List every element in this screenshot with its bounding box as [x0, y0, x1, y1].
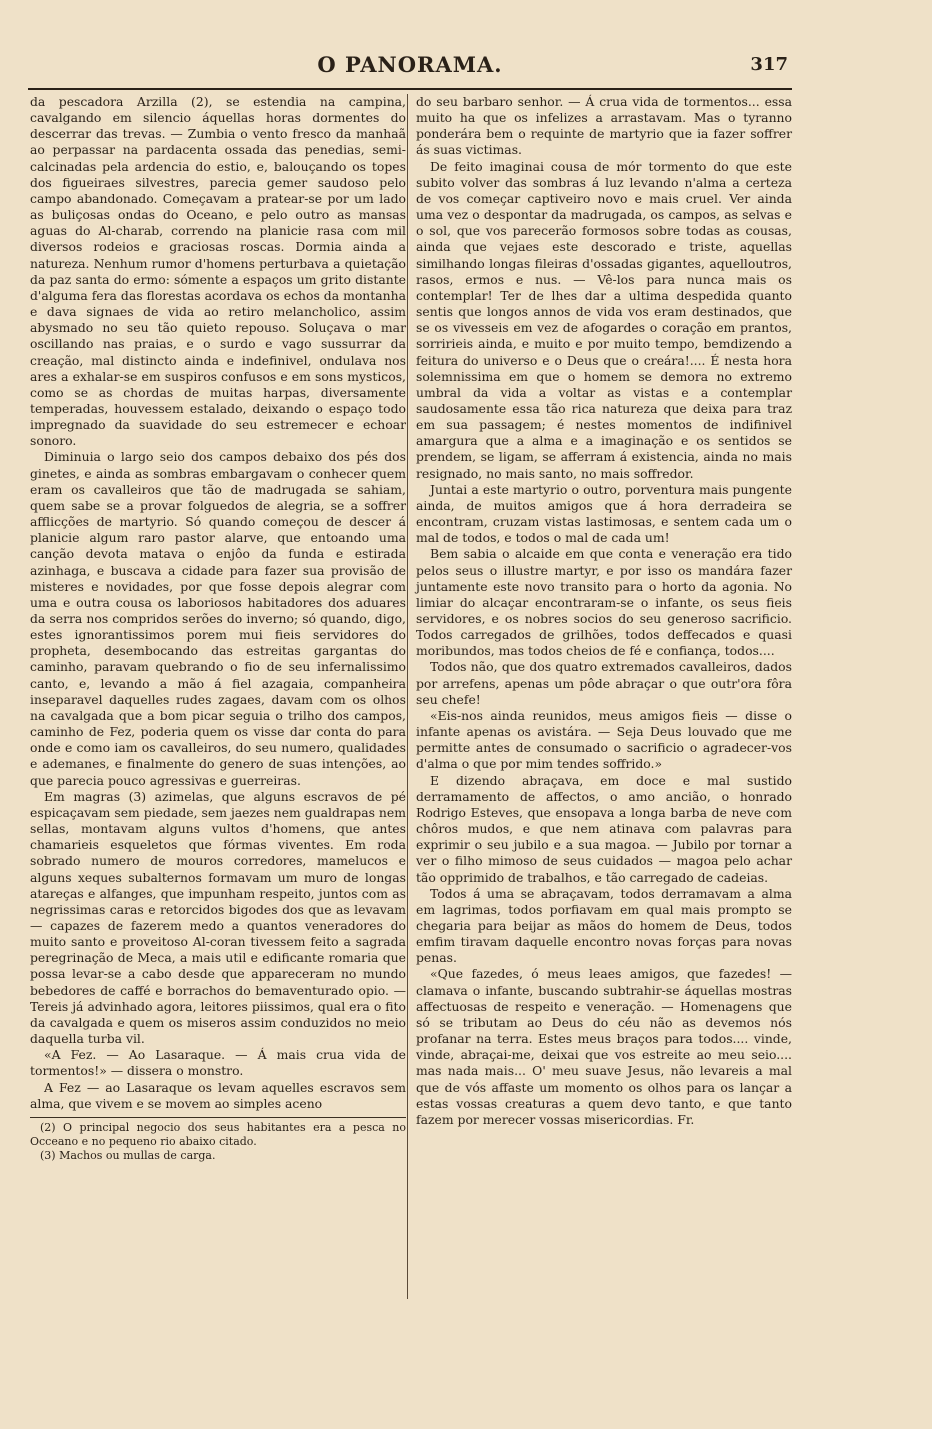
paragraph: da pescadora Arzilla (2), se estendia na campina, cavalgando em silencio áquellas horas dormentes do descerrar das trevas. — Zumbia o vento fresco da manhaã ao perpassar na pardacenta ossada das penedias, semi-calcinadas pela ardencia do estio, e, balouçando os topes dos figueiraes silvestres, parecia gemer saudoso pelo campo abandonado. Começavam a pratear-se por um lado as buliçosas ondas do Oceano, e pelo outro as mansas aguas do Al-charab, correndo na planicie rasa com mil diversos rodeios e graciosas roscas. Dormia ainda a natureza. Nenhum rumor d'homens perturbava a quietação da paz santa do ermo: sómente a espaços um grito distante d'alguma fera das florestas acordava os echos da montanha e dava signaes de vida ao retiro melancholico, assim abysmado no seu tão quieto repouso. Soluçava o mar oscillando nas praias, e o surdo e vago sussurrar da creação, mal distincto ainda e indefinivel, ondulava nos ares a exhalar-se em suspiros confusos e em sons mysticos, como se as chordas de muitas harpas, diversamente temperadas, houvessem estalado, deixando o espaço todo impregnado da suavidade do seu estremecer e echoar sonoro. [30, 94, 406, 449]
paragraph: A Fez — ao Lasaraque os levam aquelles escravos sem alma, que vivem e se movem ao simples aceno [30, 1079, 406, 1111]
page-header [30, 52, 790, 82]
paragraph: «Que fazedes, ó meus leaes amigos, que fazedes! — clamava o infante, buscando subtrahir-se áquellas mostras affectuosas de respeito e veneração. — Homenagens que só se tributam ao Deus do céu não as devemos nós profanar na terra. Estes meus braços para todos.... vinde, vinde, abraçai-me, deixai que vos estreite ao meu seio.... mas nada mais... O' meu suave Jesus, não levareis a mal que de vós affaste um momento os olhos para os lançar a estas vossas creaturas a quem devo tanto, e que tanto fazem por merecer vossas misericordias. Fr. [416, 966, 792, 1127]
page-title: O PANORAMA. [317, 52, 503, 77]
paragraph: Em magras (3) azimelas, que alguns escravos de pé espicaçavam sem piedade, sem jaezes nem gualdrapas nem sellas, montavam alguns vultos d'homens, que antes chamarieis esqueletos que fórmas viventes. Em roda sobrado numero de mouros corredores, mamelucos e alguns xeques subalternos formavam um muro de longas atareças e alfanges, que impunham respeito, juntos com as negrissimas caras e retorcidos bigodes dos que as levavam — capazes de fazerem medo a quantos veneradores do muito santo e proveitoso Al-coran tivessem feito a sagrada peregrinação de Meca, a mais util e edificante romaria que possa levar-se a cabo desde que appareceram no mundo bebedores de caffé e borrachos do bemaventurado opio. — Tereis já advinhado agora, leitores piissimos, qual era o fito da cavalgada e quem os miseros assim conduzidos no meio daquella turba vil. [30, 788, 406, 1047]
paragraph: Bem sabia o alcaide em que conta e veneração era tido pelos seus o illustre martyr, e por isso os mandára fazer juntamente este novo transito para o horto da agonia. No limiar do alcaçar encontraram-se o infante, os seus fieis servidores, e os nobres socios do seu generoso sacrificio. Todos carregados de grilhões, todos deffecados e quasi moribundos, mas todos cheios de fé e confiança, todos.... [416, 546, 792, 659]
paragraph: Juntai a este martyrio o outro, porventura mais pungente ainda, de muitos amigos que á hora derradeira se encontram, cruzam vistas lastimosas, e sentem cada um o mal de todos, e todos o mal de cada um! [416, 481, 792, 546]
paragraph: do seu barbaro senhor. — Á crua vida de tormentos... essa muito ha que os infelizes a arrastavam. Mas o tyranno ponderára bem o requinte de martyrio que ia fazer soffrer ás suas victimas. [416, 94, 792, 158]
column-rule [407, 94, 408, 1299]
paragraph: «Eis-nos ainda reunidos, meus amigos fieis — disse o infante apenas os avistára. — Seja Deus louvado que me permitte antes de consumado o sacrificio o agradecer-vos d'alma o que por mim tendes soffrido.» [416, 707, 792, 772]
page-number: 317 [750, 54, 788, 75]
paragraph: Todos não, que dos quatro extremados cavalleiros, dados por arrefens, apenas um pôde abraçar o que outr'ora fôra seu chefe! [416, 659, 792, 707]
paragraph: De feito imaginai cousa de mór tormento do que este subito volver das sombras á luz levando n'alma a certeza de vos começar captiveiro novo e mais cruel. Ver ainda uma vez o despontar da madrugada, os campos, as selvas e o sol, que vos parecerão formosos sobre todas as cousas, ainda que vejaes este descorado e triste, aquellas similhando longas fileiras d'ossadas gigantes, aquelloutros, rasos, ermos e nus. — Vê-los para nunca mais os contemplar! Ter de lhes dar a ultima despedida quanto sentis que longos annos de vida vos eram destinados, que se os vivesseis em vez de afogardes o coração em prantos, sorririeis ainda, e muito e por muito tempo, bemdizendo a feitura do universo e o Deus que o creára!.... É nesta hora solemnissima em que o homem se demora no extremo umbral da vida a voltar as vistas e a contemplar saudosamente essa tão rica natureza que deixa para traz em sua passagem; é nestes momentos de indifinivel amargura que a alma e a imaginação e os sentidos se prendem, se ligam, se afferram á existencia, ainda no mais resignado, no mais santo, no mais soffredor. [416, 158, 792, 481]
left-column [30, 94, 406, 1163]
right-column [416, 94, 792, 1128]
paragraph: Todos á uma se abraçavam, todos derramavam a alma em lagrimas, todos porfiavam em qual mais prompto se chegaria para beijar as mãos do homem de Deus, todos emfim tiravam daquelle encontro novas forças para novas penas. [416, 885, 792, 966]
footnote: (3) Machos ou mullas de carga. [40, 1148, 216, 1162]
paragraph: «A Fez. — Ao Lasaraque. — Á mais crua vida de tormentos!» — dissera o monstro. [30, 1047, 406, 1079]
header-rule [28, 88, 792, 90]
footnote: (2) O principal negocio dos seus habitantes era a pesca no Occeano e no pequeno rio abaixo citado. [30, 1120, 406, 1148]
paragraph: E dizendo abraçava, em doce e mal sustido derramamento de affectos, o amo ancião, o honrado Rodrigo Esteves, que ensopava a longa barba de neve com chôros mudos, e que nem atinava com palavras para exprimir o seu jubilo e a sua magoa. — Jubilo por tornar a ver o filho mimoso de seus cuidados — magoa pelo achar tão opprimido de trabalhos, e tão carregado de cadeias. [416, 772, 792, 885]
paragraph: Diminuia o largo seio dos campos debaixo dos pés dos ginetes, e ainda as sombras embargavam o conhecer quem eram os cavalleiros que tão de madrugada se sahiam, quem sabe se a provar folguedos de alegria, se a soffrer afflicções de martyrio. Só quando começou de descer á planicie algum raro pastor alarve, que entoando uma canção devota matava o enjôo da funda e estirada azinhaga, e buscava a cidade para fazer sua provisão de misteres e novidades, por que fosse depois alegrar com uma e outra cousa os laboriosos habitadores dos aduares da serra nos compridos serões do inverno; só quando, digo, estes ignorantissimos porem mui fieis servidores do propheta, desembocando das estreitas gargantas do caminho, paravam quebrando o fio de seu infernalissimo canto, e, levando a mão á fiel azagaia, companheira inseparavel daquelles rudes zagaes, davam com os olhos na cavalgada que a bom picar seguia o trilho dos campos, caminho de Fez, poderia quem os visse dar conta do para onde e como iam os cavalleiros, do seu numero, qualidades e ademanes, e finalmente do genero de suas intenções, ao que parecia pouco agressivas e guerreiras. [30, 449, 406, 788]
footnotes [30, 1117, 406, 1163]
